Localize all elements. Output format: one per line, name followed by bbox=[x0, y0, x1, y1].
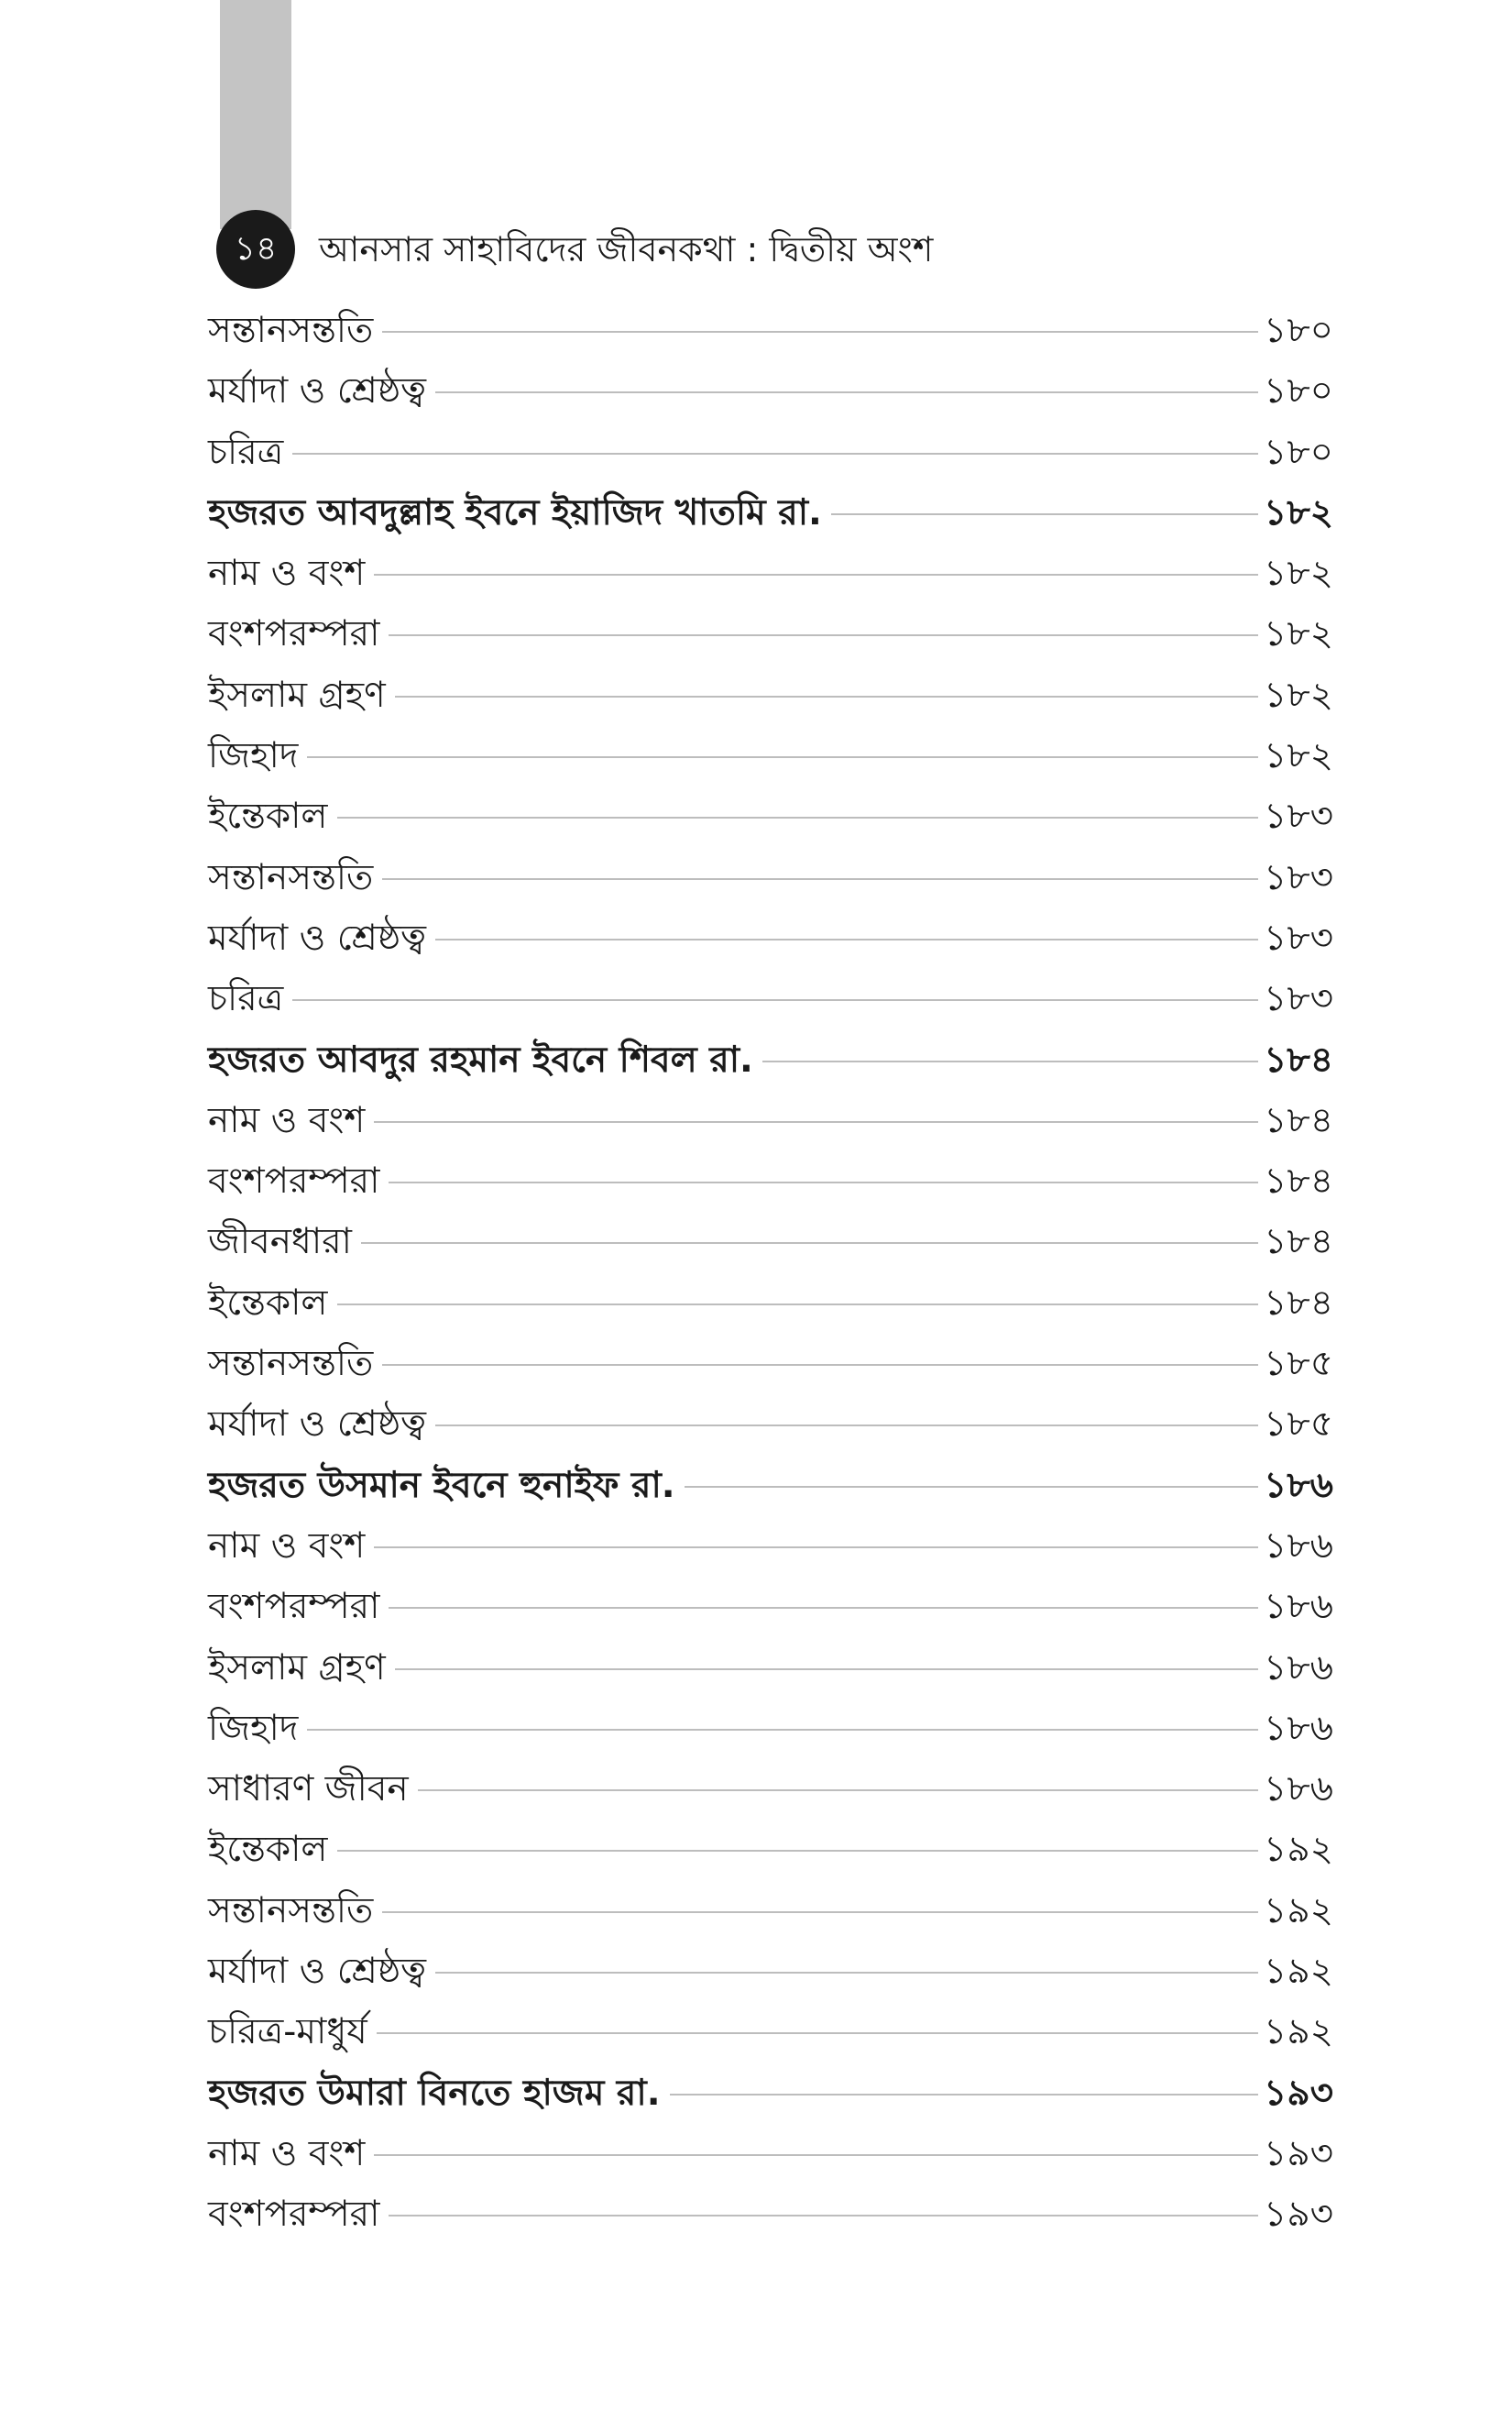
dot-leader bbox=[389, 1182, 1258, 1183]
toc-entry-row bbox=[208, 604, 1333, 665]
toc-page-number: ১৯২ bbox=[1264, 1829, 1333, 1871]
toc-chapter-title: হজরত আবদুল্লাহ ইবনে ইয়াজিদ খাতমি রা. bbox=[208, 491, 822, 534]
toc-entry-title: চরিত্র bbox=[208, 978, 284, 1020]
toc-entry-row bbox=[208, 908, 1333, 969]
toc-entry-row bbox=[208, 2002, 1333, 2062]
toc-page-number: ১৮০ bbox=[1264, 431, 1333, 473]
toc-chapter-row bbox=[208, 1030, 1333, 1091]
toc-page-number: ১৮৬ bbox=[1264, 1707, 1333, 1749]
toc-page-number: ১৮৫ bbox=[1264, 1403, 1333, 1446]
dot-leader bbox=[307, 1729, 1258, 1731]
dot-leader bbox=[382, 331, 1258, 333]
dot-leader bbox=[337, 1304, 1259, 1305]
toc-entry-row bbox=[208, 1759, 1333, 1820]
toc-entry-row bbox=[208, 1638, 1333, 1699]
dot-leader bbox=[374, 1121, 1258, 1123]
dot-leader bbox=[389, 634, 1258, 636]
toc-chapter-row bbox=[208, 2063, 1333, 2124]
dot-leader bbox=[389, 2215, 1258, 2216]
toc-entry-title: সন্তানসন্ততি bbox=[208, 1343, 374, 1385]
toc-entry-row bbox=[208, 423, 1333, 483]
table-of-contents bbox=[208, 301, 1333, 2246]
toc-page-number: ১৮২ bbox=[1264, 674, 1333, 716]
toc-entry-title: বংশপরম্পরা bbox=[208, 1586, 380, 1628]
toc-entry-row bbox=[208, 1699, 1333, 1759]
toc-entry-row bbox=[208, 1091, 1333, 1151]
toc-page-number: ১৮৫ bbox=[1264, 1343, 1333, 1385]
toc-entry-title: সন্তানসন্ততি bbox=[208, 310, 374, 351]
toc-entry-title: ইসলাম গ্রহণ bbox=[208, 674, 386, 716]
toc-entry-title: চরিত্র-মাধুর্য bbox=[208, 2011, 367, 2053]
toc-page-number: ১৮০ bbox=[1264, 310, 1333, 351]
toc-entry-row bbox=[208, 1942, 1333, 2002]
dot-leader bbox=[292, 453, 1258, 455]
toc-entry-title: সন্তানসন্ততি bbox=[208, 1889, 374, 1931]
toc-entry-row bbox=[208, 1516, 1333, 1577]
dot-leader bbox=[762, 1061, 1258, 1062]
dot-leader bbox=[395, 1668, 1258, 1670]
toc-entry-row bbox=[208, 2124, 1333, 2184]
toc-entry-title: ইন্তেকাল bbox=[208, 1282, 328, 1324]
toc-entry-title: ইন্তেকাল bbox=[208, 796, 328, 838]
dot-leader bbox=[435, 1424, 1258, 1426]
dot-leader bbox=[374, 574, 1258, 576]
toc-entry-row bbox=[208, 848, 1333, 908]
toc-page-number: ১৯২ bbox=[1264, 2011, 1333, 2053]
toc-page-number: ১৯২ bbox=[1264, 1951, 1333, 1993]
toc-entry-title: মর্যাদা ও শ্রেষ্ঠত্ব bbox=[208, 1403, 427, 1446]
toc-chapter-title: হজরত আবদুর রহমান ইবনে শিবল রা. bbox=[208, 1039, 753, 1081]
toc-entry-title: বংশপরম্পরা bbox=[208, 613, 380, 655]
toc-entry-row bbox=[208, 1151, 1333, 1212]
toc-entry-title: মর্যাদা ও শ্রেষ্ঠত্ব bbox=[208, 1951, 427, 1993]
toc-entry-title: সন্তানসন্ততি bbox=[208, 856, 374, 898]
toc-entry-title: বংশপরম্পরা bbox=[208, 1160, 380, 1203]
dot-leader bbox=[395, 696, 1258, 698]
dot-leader bbox=[382, 1364, 1258, 1366]
toc-entry-row bbox=[208, 1577, 1333, 1637]
toc-entry-title: নাম ও বংশ bbox=[208, 1099, 366, 1141]
toc-chapter-row bbox=[208, 483, 1333, 544]
toc-entry-row bbox=[208, 666, 1333, 726]
toc-entry-row bbox=[208, 301, 1333, 361]
toc-entry-title: ইন্তেকাল bbox=[208, 1829, 328, 1871]
toc-page-number: ১৮২ bbox=[1264, 613, 1333, 655]
toc-entry-row bbox=[208, 1334, 1333, 1394]
dot-leader bbox=[435, 1972, 1258, 1974]
toc-entry-title: মর্যাদা ও শ্রেষ্ঠত্ব bbox=[208, 917, 427, 959]
toc-entry-title: নাম ও বংশ bbox=[208, 1524, 366, 1567]
toc-entry-title: সাধারণ জীবন bbox=[208, 1768, 409, 1810]
toc-page-number: ১৮৬ bbox=[1264, 1524, 1333, 1567]
toc-page-number: ১৮৪ bbox=[1264, 1039, 1333, 1081]
toc-page-number: ১৯৩ bbox=[1264, 2072, 1333, 2114]
toc-entry-title: নাম ও বংশ bbox=[208, 2132, 366, 2174]
toc-entry-row bbox=[208, 361, 1333, 422]
page-edge-tab bbox=[220, 0, 291, 229]
toc-entry-row bbox=[208, 786, 1333, 847]
toc-page-number: ১৮৪ bbox=[1264, 1221, 1333, 1263]
toc-entry-title: জিহাদ bbox=[208, 735, 299, 777]
dot-leader bbox=[361, 1242, 1258, 1244]
toc-chapter-title: হজরত উমারা বিনতে হাজম রা. bbox=[208, 2072, 661, 2114]
dot-leader bbox=[435, 939, 1258, 940]
dot-leader bbox=[337, 1850, 1259, 1852]
toc-page-number: ১৮৬ bbox=[1264, 1646, 1333, 1688]
toc-page-number: ১৯৩ bbox=[1264, 2132, 1333, 2174]
dot-leader bbox=[418, 1789, 1258, 1791]
toc-page-number: ১৮৪ bbox=[1264, 1282, 1333, 1324]
toc-entry-title: বংশপরম্পরা bbox=[208, 2194, 380, 2236]
dot-leader bbox=[374, 2154, 1258, 2156]
toc-page-number: ১৮৩ bbox=[1264, 917, 1333, 959]
dot-leader bbox=[685, 1486, 1258, 1488]
toc-page-number: ১৮৩ bbox=[1264, 796, 1333, 838]
toc-entry-title: ইসলাম গ্রহণ bbox=[208, 1646, 386, 1688]
dot-leader bbox=[377, 2032, 1258, 2034]
toc-page-number: ১৮২ bbox=[1264, 735, 1333, 777]
dot-leader bbox=[435, 391, 1258, 393]
dot-leader bbox=[382, 878, 1258, 880]
toc-entry-row bbox=[208, 1881, 1333, 1942]
dot-leader bbox=[831, 513, 1258, 515]
dot-leader bbox=[337, 817, 1259, 819]
toc-chapter-title: হজরত উসমান ইবনে হুনাইফ রা. bbox=[208, 1464, 675, 1506]
toc-entry-title: জীবনধারা bbox=[208, 1221, 352, 1263]
toc-entry-title: জিহাদ bbox=[208, 1707, 299, 1749]
toc-page-number: ১৮৪ bbox=[1264, 1160, 1333, 1203]
page-number-badge: ১৪ bbox=[216, 210, 295, 289]
dot-leader bbox=[382, 1911, 1258, 1913]
toc-page-number: ১৯৩ bbox=[1264, 2194, 1333, 2236]
toc-entry-row bbox=[208, 726, 1333, 786]
toc-entry-row bbox=[208, 1273, 1333, 1334]
dot-leader bbox=[389, 1607, 1258, 1609]
toc-entry-title: চরিত্র bbox=[208, 431, 284, 473]
toc-page-number: ১৮৬ bbox=[1264, 1768, 1333, 1810]
toc-chapter-row bbox=[208, 1456, 1333, 1516]
toc-page-number: ১৮৬ bbox=[1264, 1464, 1333, 1506]
toc-entry-row bbox=[208, 969, 1333, 1029]
toc-entry-title: মর্যাদা ও শ্রেষ্ঠত্ব bbox=[208, 370, 427, 412]
toc-entry-title: নাম ও বংশ bbox=[208, 553, 366, 595]
running-title: আনসার সাহাবিদের জীবনকথা : দ্বিতীয় অংশ bbox=[319, 229, 934, 270]
dot-leader bbox=[670, 2094, 1259, 2096]
toc-page-number: ১৮২ bbox=[1264, 553, 1333, 595]
toc-entry-row bbox=[208, 2184, 1333, 2245]
dot-leader bbox=[374, 1546, 1258, 1548]
toc-page-number: ১৮৬ bbox=[1264, 1586, 1333, 1628]
toc-entry-row bbox=[208, 1212, 1333, 1272]
toc-page-number: ১৯২ bbox=[1264, 1889, 1333, 1931]
toc-entry-row bbox=[208, 544, 1333, 604]
toc-page-number: ১৮৩ bbox=[1264, 856, 1333, 898]
toc-page-number: ১৮২ bbox=[1264, 491, 1333, 534]
dot-leader bbox=[307, 756, 1258, 758]
toc-entry-row bbox=[208, 1820, 1333, 1880]
toc-page-number: ১৮৪ bbox=[1264, 1099, 1333, 1141]
toc-page-number: ১৮০ bbox=[1264, 370, 1333, 412]
dot-leader bbox=[292, 999, 1258, 1001]
toc-page-number: ১৮৩ bbox=[1264, 978, 1333, 1020]
toc-entry-row bbox=[208, 1394, 1333, 1455]
